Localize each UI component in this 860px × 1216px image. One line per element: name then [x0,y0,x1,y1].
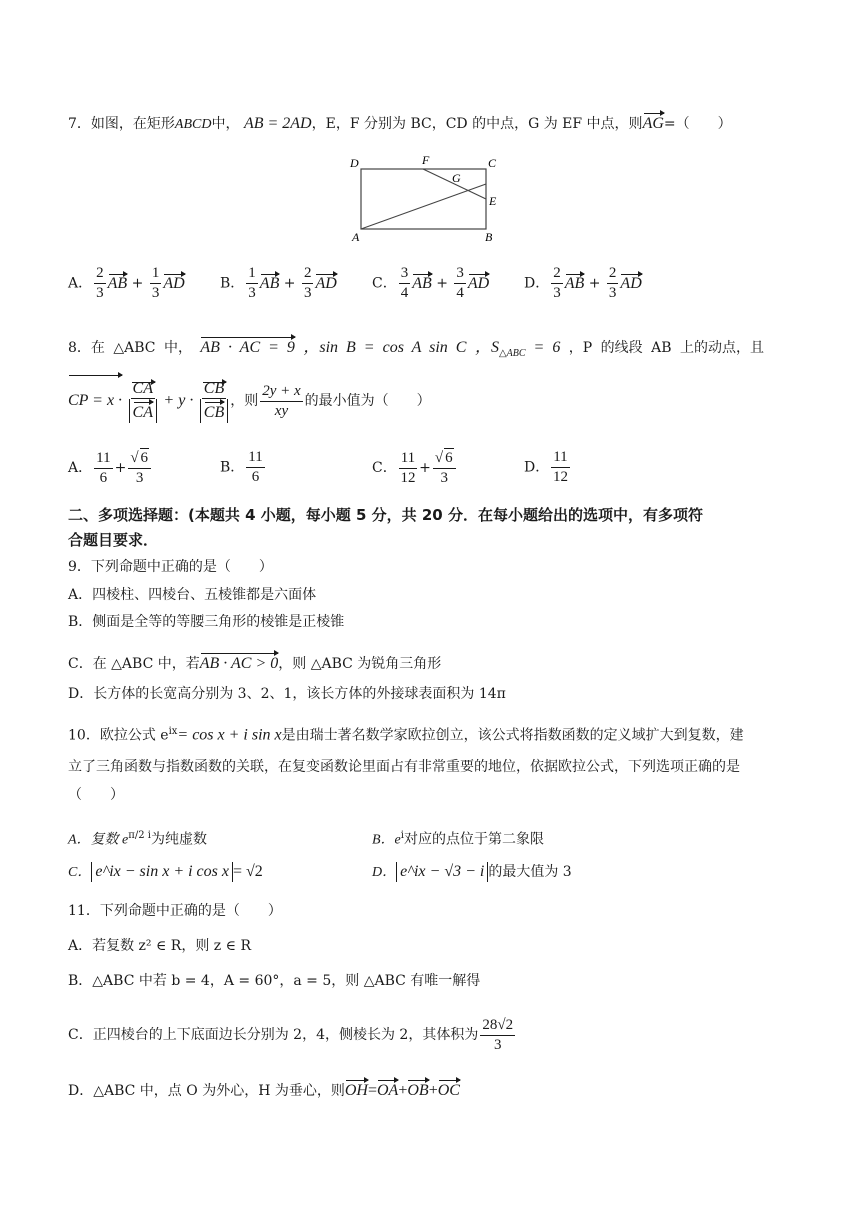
q7-option-d[interactable]: D． $\frac{2}{3}$ AB + $\frac{2}{3}$ AD [524,265,642,301]
vec: AB [260,271,280,293]
num: 1 [150,264,162,284]
option-label: A． [68,460,93,476]
den: 6 [99,469,108,486]
plus: + [398,1082,408,1099]
q8-option-b[interactable] [220,448,267,487]
q10-d-abs: e^ix − √3 − i [396,862,488,882]
label-e: E [489,194,497,208]
q10-b-sup: i [400,830,404,841]
q7-figure [345,152,515,252]
q7-option-a[interactable]: A． $\frac{2}{3}$ AB + $\frac{1}{3}$ AD [68,265,185,301]
num: 2 [94,264,106,284]
vec-oc: OC [438,1077,460,1101]
q10-text-2: 是由瑞士著名数学家欧拉创立，该公式将指数函数的定义域扩大到复数，建 [281,727,744,744]
q11-option-d[interactable] [68,1077,460,1101]
vec: AD [468,271,489,293]
label-b: B [485,230,493,244]
q11-option-c[interactable] [68,1010,517,1060]
label-g: G [452,171,461,185]
q8-text-3: ，则 [230,393,259,409]
q8-condition: ，sin B = cos A sin C [303,339,467,356]
q8-option-c[interactable]: C． $\frac{11}{12}$ + $\frac{√ 6}{3}$ [372,448,458,488]
den: 3 [553,285,561,301]
num: 1 [246,264,258,284]
den: 3 [440,470,449,486]
q10-c-eq: = √2 [232,863,263,880]
area-sub: △ABC [498,348,526,360]
label-d: D [350,156,359,170]
q10-option-d[interactable] [372,862,572,883]
label-f: F [422,153,430,167]
equals: = [367,1082,377,1099]
num: 11 [246,448,264,468]
plus: + [114,460,127,476]
q10-b-text: B．e [372,832,401,848]
q7-option-c[interactable]: C． $\frac{3}{4}$ AB + $\frac{3}{4}$ AD [372,265,490,301]
q7-stem-tail: =（ ） [663,116,732,132]
den: 12 [552,469,568,485]
vec: AB [412,271,432,293]
q8-cp-expression: CP = x · [68,372,122,426]
vec-ob: OB [407,1077,428,1101]
q8-frac-den: xy [274,402,289,419]
den: 12 [400,469,416,486]
den: 3 [248,285,256,301]
q10-c-abs: e^ix − sin x + i cos x [91,862,233,882]
segment-ae [361,184,486,229]
q7-vector-ag: AG [643,110,664,134]
q9-c-text-2: ，则 △ABC 为锐角三角形 [278,656,442,672]
q10-b-text-2: 对应的点位于第二象限 [403,831,544,848]
q11-option-b[interactable]: B．△ABC 中若 b = 4，A = 60°，a = 5，则 △ABC 有唯一解得 [68,973,481,989]
q8-text: 8．在 △ABC 中， [68,340,192,356]
q10-a-sup: π/2 i [128,830,151,841]
q8-cb-abs: CB [204,399,224,422]
q9-option-a[interactable]: A．四棱柱、四棱台、五棱锥都是六面体 [68,587,317,603]
q10-option-c[interactable] [68,862,263,883]
q10-text: 10．欧拉公式 e [68,727,169,744]
q10-a-text: A．复数 e [68,832,129,848]
den: 3 [303,285,312,301]
q8-cb: CB [203,380,225,397]
vec: AD [620,271,641,293]
q10-option-a[interactable] [68,826,207,851]
rectangle-abcd [361,169,486,229]
vec: AD [315,271,336,293]
q10-d-label: D． [372,865,397,880]
num: 2 [607,264,619,284]
plus: + [419,460,431,476]
section-2-heading: 二、多项选择题：(本题共 4 小题，每小题 5 分，共 20 分．在每小题给出的选项中，有多项符 [68,506,703,524]
q8-text-2: ，P 的线段 AB 上的动点，且 [568,340,764,356]
q8-option-a[interactable]: A． $\frac{11}{6}$ + $\frac{√ 6}{3}$ [68,448,153,488]
den: 6 [251,469,260,485]
q8-line-2 [68,372,431,426]
vec: AB [565,271,585,293]
q8-option-d[interactable] [524,448,572,487]
den: 4 [400,285,409,301]
q9-option-b[interactable]: B．侧面是全等的等腰三角形的棱锥是正棱锥 [68,614,345,630]
q10-line-1 [68,722,744,746]
option-label: C． [372,275,397,292]
area-s: ，S [474,339,499,356]
vec-oh: OH [345,1077,368,1101]
q11-option-a[interactable]: A．若复数 z² ∈ R，则 z ∈ R [68,938,251,954]
q11-d-text: D．△ABC 中，点 O 为外心，H 为垂心，则 [68,1083,345,1099]
q7-equation: AB = 2AD [243,115,312,132]
q10-option-b[interactable] [372,826,544,851]
q11-c-text: C．正四棱台的上下底面边长分别为 2，4，侧棱长为 2，其体积为 [68,1027,479,1043]
den: 4 [456,285,464,301]
num: 3 [399,264,411,284]
num: 2 [551,264,563,284]
q7-option-b[interactable]: B． $\frac{1}{3}$ AB + $\frac{2}{3}$ AD [220,265,337,301]
q7-stem-text-2: 中， [211,116,240,132]
q9-option-c[interactable] [68,650,441,674]
q10-c-label: C． [68,865,92,880]
q9-stem: 9．下列命题中正确的是（ ） [68,559,273,575]
q8-dot-product: AB · AC = 9 [200,334,295,358]
vec-oa: OA [377,1077,398,1101]
num: 11 [94,449,112,469]
option-label: C． [372,460,397,476]
q7-stem [68,110,732,135]
q9-option-d[interactable]: D．长方体的长宽高分别为 3、2、1，该长方体的外接球表面积为 14π [68,686,506,702]
q7-rect-name: ABCD [174,117,212,132]
plus: + [428,1082,438,1099]
sqrt-num: 6 [445,450,453,466]
num: 3 [454,264,466,284]
q11-c-den: 3 [493,1036,502,1053]
label-c: C [488,156,497,170]
q10-euler: = cos x + i sin x [177,726,282,744]
q10-line-2: 立了三角函数与指数函数的关联，在复变函数论里面占有非常重要的地位，依据欧拉公式，下列选项正确的是 [68,759,740,775]
option-label: B． [220,459,245,476]
option-label: B． [220,275,245,292]
q9-c-text: C．在 △ABC 中，若 [68,656,200,672]
q10-d-text: 的最大值为 3 [488,864,572,880]
vec: AB [108,271,128,293]
q8-plus-y: + y · [163,392,194,409]
section-2-heading-cont: 合题目要求． [68,531,159,549]
num: 2 [302,264,314,284]
den: 3 [608,285,617,301]
q8-line-1 [68,334,764,364]
sqrt-num: 6 [140,450,149,466]
area-value: = 6 [533,339,561,356]
q9-c-dot: AB · AC > 0 [200,650,279,674]
num: 11 [551,448,569,468]
q8-ca: CA [132,380,153,397]
q11-stem: 11．下列命题中正确的是（ ） [68,903,282,919]
option-label: A． [68,275,93,292]
den: 3 [96,285,104,301]
label-a: A [352,230,360,244]
q10-a-text-2: 为纯虚数 [150,831,207,848]
den: 3 [151,285,160,301]
q10-sup: ix [168,726,178,737]
option-label: D． [524,275,550,292]
option-label: D． [524,459,550,476]
q7-stem-text: 7．如图，在矩形 [68,116,175,132]
q8-area [474,339,561,360]
q7-stem-text-3: ，E，F 分别为 BC，CD 的中点，G 为 EF 中点，则 [311,116,643,132]
q10-line-3: （ ） [68,787,124,803]
q8-frac-num: 2y + x [260,382,302,402]
q8-ca-abs: CA [133,399,153,422]
q11-c-num: 28√2 [480,1016,515,1036]
vec: AD [163,271,184,293]
q8-text-4: 的最小值为（ ） [304,393,431,409]
num: 11 [399,449,417,469]
den: 3 [135,470,144,486]
